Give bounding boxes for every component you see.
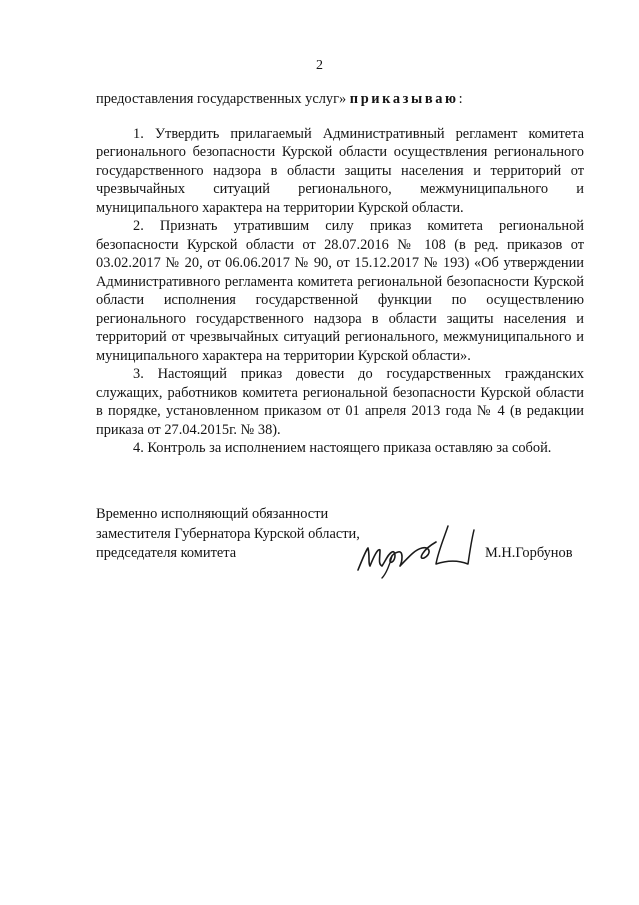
handwritten-signature: [352, 520, 482, 580]
paragraph-4: 4. Контроль за исполнением настоящего приказа оставляю за собой.: [133, 440, 552, 456]
document-body: [96, 90, 584, 458]
signatory-line-2: заместителя Губернатора Курской области,: [96, 525, 360, 542]
paragraph-2: 2. Признать утратившим силу приказ комитета региональной безопасности Курской области от 28.07.2016 № 108 (в ред. приказов от 03.02.2017 № 20, от 06.06.2017 № 90, от 15.12.2017 № 193) «Об утверждении Административного регламента комитета региональной безопасности Курской области исполнения государственной функции по осуществлению регионального государственного надзора в области защиты населения и территорий от чрезвычайных ситуаций регионального, межмуниципального и муниципального характера на территории Курской области».: [96, 218, 584, 364]
paragraph-3: 3. Настоящий приказ довести до государственных гражданских служащих, работников комитета региональной безопасности Курской области в порядке, установленном приказом от 01 апреля 2013 года № 4 (в редакции приказа от 27.04.2015г. № 38).: [96, 366, 584, 438]
paragraph-1: 1. Утвердить прилагаемый Административный регламент комитета регионального безопасности Курской области осуществления регионального государственного надзора в области защиты населения и территорий от чрезвычайных ситуаций регионального, межмуниципального и муниципального характера на территории Курской области.: [96, 125, 584, 216]
lead-colon: :: [458, 91, 463, 107]
signer-name: М.Н.Горбунов: [485, 545, 573, 561]
signatory-line-3: председателя комитета: [96, 545, 237, 561]
lead-line: [96, 90, 584, 109]
page-number: 2: [316, 58, 323, 73]
lead-text: предоставления государственных услуг»: [96, 91, 347, 107]
signatory-line-1: Временно исполняющий обязанности: [96, 506, 329, 522]
order-keyword: приказываю: [349, 91, 459, 107]
